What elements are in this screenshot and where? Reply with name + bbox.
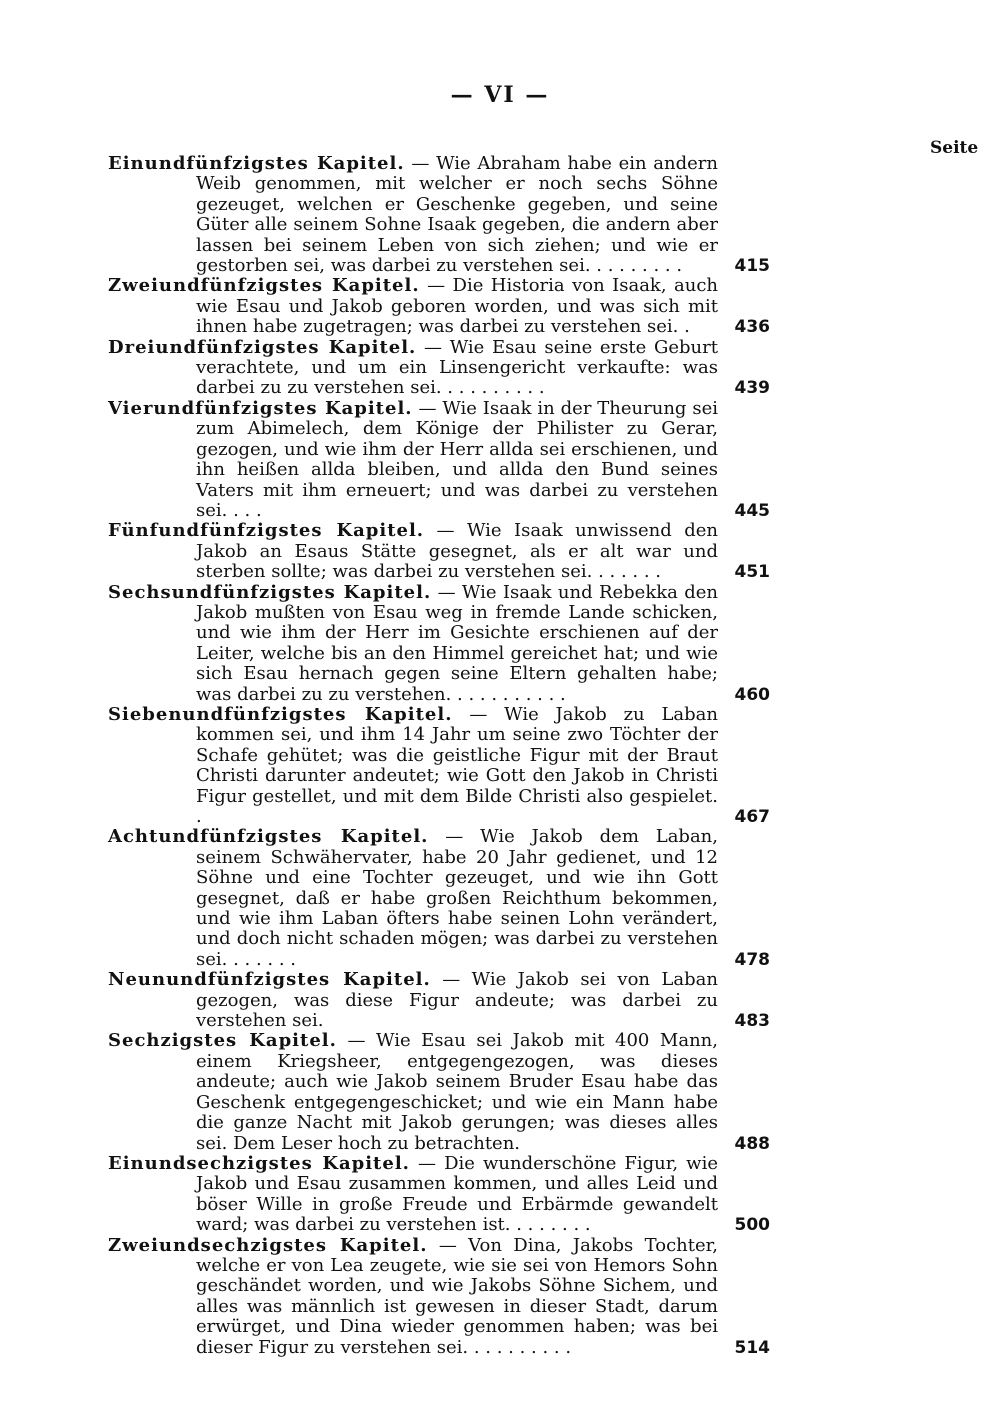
toc-entry: [108, 399, 770, 521]
chapter-description: — Wie Esau seine erste Geburt verachtete, und um ein Linsengericht verkaufte: was darbei zu zu verstehen sei. . . . . . . . . .: [196, 336, 718, 399]
chapter-heading: Achtundfünfzigstes Kapitel.: [108, 826, 429, 848]
chapter-description: — Wie Esau sei Jakob mit 400 Mann, einem Kriegsheer, entgegengezogen, was dieses andeute; auch wie Jakob seinem Bruder Esau habe das Geschenk entgegengeschicket; und wie ein Mann habe die ganze Nacht mit Jakob gerungen; was dieses alles sei. Dem Leser hoch zu betrachten.: [196, 1030, 718, 1154]
toc-entry: [108, 276, 770, 337]
chapter-heading: Dreiundfünfzigstes Kapitel.: [108, 336, 417, 358]
chapter-description: — Wie Isaak in der Theurung sei zum Abimelech, dem Könige der Philister zu Gerar, gezogen, und wie ihm der Herr allda sei erschienen, und ihn heißen allda bleiben, und allda den Bund seines Vaters mit ihm erneuert; und was darbei zu verstehen sei. . . .: [196, 397, 718, 521]
page-number: 460: [734, 684, 770, 705]
chapter-heading: Einundfünfzigstes Kapitel.: [108, 153, 405, 174]
toc-entry: [108, 970, 770, 1031]
chapter-heading: Siebenundfünfzigstes Kapitel.: [108, 703, 453, 725]
toc-entry: [108, 154, 770, 276]
chapter-heading: Einundsechzigstes Kapitel.: [108, 1152, 410, 1174]
chapter-description: — Wie Jakob zu Laban kommen sei, und ihm 14 Jahr um seine zwo Töchter der Schafe gehütet; was die geistliche Figur mit der Braut Christi darunter andeutet; wie Gott den Jakob in Christi Figur gestellet, und mit dem Bilde Christi also gespielet. .: [196, 703, 718, 827]
chapter-heading: Sechzigstes Kapitel.: [108, 1030, 337, 1052]
page-number: 467: [734, 807, 770, 827]
chapter-description: — Wie Isaak unwissend den Jakob an Esaus Stätte gesegnet, als er alt war und sterben sollte; was darbei zu verstehen sei. . . . . . .: [196, 520, 718, 583]
toc-entry: [108, 1154, 770, 1236]
page-number: 478: [734, 949, 770, 970]
page-number: 415: [734, 256, 770, 277]
page-number: 514: [734, 1337, 770, 1358]
chapter-description: — Die wunderschöne Figur, wie Jakob und Esau zusammen kommen, und alles Leid und böser Wille in große Freude und Erbärmde gewandelt ward; was darbei zu verstehen ist. . . . . . . .: [196, 1152, 718, 1236]
chapter-heading: Vierundfünfzigstes Kapitel.: [108, 397, 413, 419]
page-number: 451: [734, 562, 770, 583]
page-number: 488: [734, 1133, 770, 1154]
table-of-contents: [108, 154, 770, 1358]
page-header: — VI —: [450, 82, 550, 108]
chapter-heading: Fünfundfünfzigstes Kapitel.: [108, 520, 425, 542]
toc-entry: [108, 827, 770, 970]
toc-entry: [108, 521, 770, 582]
page-number: 445: [734, 500, 770, 521]
toc-entry: [108, 1236, 770, 1358]
chapter-description: — Die Historia von Isaak, auch wie Esau und Jakob geboren worden, und was sich mit ihnen habe zugetragen; was darbei zu verstehen sei. .: [196, 275, 719, 338]
chapter-description: — Wie Abraham habe ein andern Weib genommen, mit welcher er noch sechs Söhne gezeuget, welchen er Geschenke gegeben, und seine Güter alle seinem Sohne Isaak gegeben, die andern aber lassen bei seinem Leben von sich ziehen; und wie er gestorben sei, was darbei zu verstehen sei. . . . . . . . .: [196, 153, 718, 277]
toc-entry: [108, 338, 770, 399]
toc-entry: [108, 583, 770, 705]
page-number: 483: [734, 1011, 770, 1032]
chapter-description: — Wie Isaak und Rebekka den Jakob mußten von Esau weg in fremde Lande schicken, und wie ihm der Herr im Gesichte erschienen auf der Leiter, welche bis an den Himmel gereichet hat; und wie sich Esau hernach gegen seine Eltern gehalten habe; was darbei zu zu verstehen. . . . . . . . . . .: [196, 581, 718, 705]
page-column-label: Seite: [930, 138, 979, 158]
chapter-heading: Sechsundfünfzigstes Kapitel.: [108, 581, 432, 603]
chapter-description: — Von Dina, Jakobs Tochter, welche er von Lea zeugete, wie sie sei von Hemors Sohn geschändet worden, und wie Jakobs Söhne Sichem, und alles was männlich ist gewesen in dieser Stadt, darum erwürget, und Dina wieder genommen haben; was bei dieser Figur zu verstehen sei. . . . . . . . . .: [196, 1234, 718, 1358]
page-number: 500: [734, 1215, 770, 1236]
chapter-heading: Neunundfünfzigstes Kapitel.: [108, 969, 431, 991]
toc-entry: [108, 705, 770, 827]
toc-entry: [108, 1031, 770, 1153]
page-number: 436: [734, 317, 770, 338]
page-number: 439: [734, 378, 770, 399]
chapter-description: — Wie Jakob sei von Laban gezogen, was diese Figur andeute; was darbei zu verstehen sei.: [196, 969, 718, 1032]
chapter-heading: Zweiundfünfzigstes Kapitel.: [108, 275, 420, 297]
chapter-heading: Zweiundsechzigstes Kapitel.: [108, 1234, 428, 1256]
chapter-description: — Wie Jakob dem Laban, seinem Schwähervater, habe 20 Jahr gedienet, und 12 Söhne und eine Tochter gezeuget, und wie ihn Gott gesegnet, daß er habe großen Reichthum bekommen, und wie ihm Laban öfters habe seinen Lohn verändert, und doch nicht schaden mögen; was darbei zu verstehen sei. . . . . . .: [196, 826, 718, 970]
